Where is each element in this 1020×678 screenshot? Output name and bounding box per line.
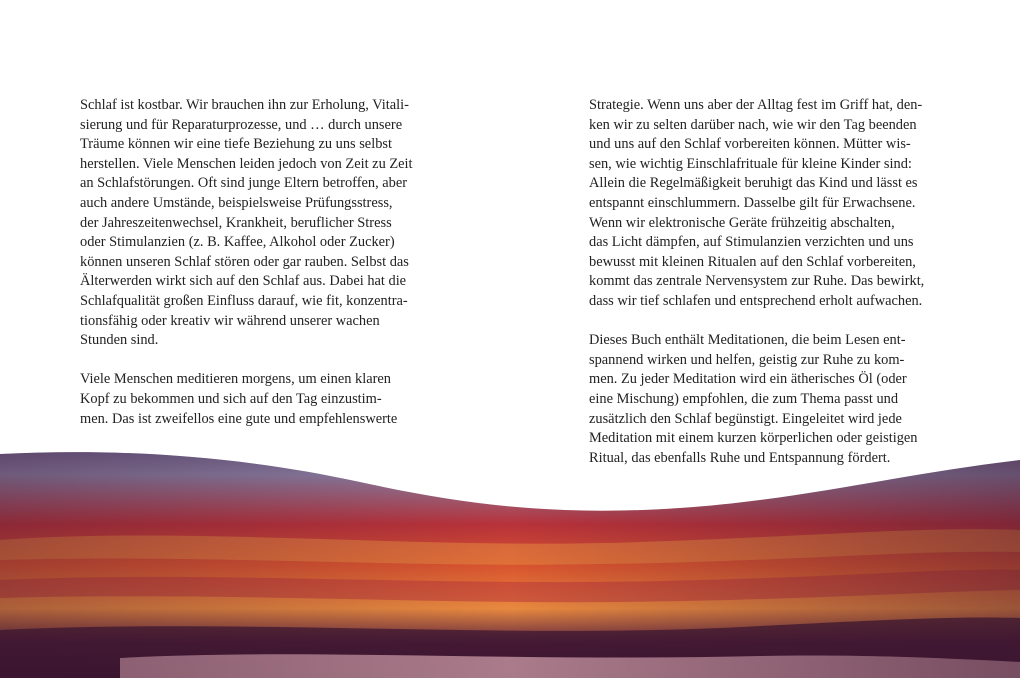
right-page-text-line: das Licht dämpfen, auf Stimulanzien verzichten und uns [589, 234, 914, 251]
left-page-text-line: auch andere Umstände, beispielsweise Prüfungsstress, [80, 194, 393, 211]
left-page-text-line: Träume können wir eine tiefe Beziehung zu uns selbst [80, 136, 392, 153]
right-page-text [589, 96, 949, 468]
left-page-text-line: Schlaf ist kostbar. Wir brauchen ihn zur Erholung, Vitali- [80, 97, 409, 113]
right-page-text-line: sen, wie wichtig Einschlafrituale für kleine Kinder sind: [589, 155, 912, 172]
right-page-text-line: Ritual, das ebenfalls Ruhe und Entspannung fördert. [589, 449, 891, 466]
left-page-text-line: Viele Menschen meditieren morgens, um einen klaren [80, 371, 391, 388]
paragraph-gap [80, 351, 440, 371]
right-page-text-line: kommt das zentrale Nervensystem zur Ruhe. Das bewirkt, [589, 273, 925, 290]
right-page-text-line: bewusst mit kleinen Ritualen auf den Schlaf vorbereiten, [589, 253, 916, 270]
right-page-text-line: eine Mischung) empfohlen, die zum Thema passt und [589, 390, 899, 407]
watercolor-wave-illustration [0, 430, 1020, 678]
right-page-text-line: ken wir zu selten darüber nach, wie wir den Tag beenden [589, 116, 917, 133]
left-page-text-line: tionsfähig oder kreativ wir während unserer wachen [80, 312, 380, 329]
left-page-text-line: Schlafqualität großen Einfluss darauf, wie fit, konzentra- [80, 292, 408, 309]
left-page-text-line: können unseren Schlaf stören oder gar rauben. Selbst das [80, 253, 409, 270]
right-page-text-line: entspannt einschlummern. Dasselbe gilt für Erwachsene. [589, 194, 916, 211]
right-page-text-line: Dieses Buch enthält Meditationen, die beim Lesen ent- [589, 332, 906, 349]
right-page-text-line: zusätzlich den Schlaf begünstigt. Eingeleitet wird jede [589, 410, 902, 427]
left-page-text-line: Älterwerden wirkt sich auf den Schlaf aus. Dabei hat die [80, 273, 407, 290]
right-page-text-line: spannend wirken und helfen, geistig zur Ruhe zu kom- [589, 351, 905, 368]
right-page-text-line: Meditation mit einem kurzen körperlichen oder geistigen [589, 430, 918, 447]
left-page-text-line: Kopf zu bekommen und sich auf den Tag einzustim- [80, 390, 382, 407]
right-page-text-line: und uns auf den Schlaf vorbereiten können. Mütter wis- [589, 136, 911, 153]
left-page-text-line: an Schlafstörungen. Oft sind junge Eltern betroffen, aber [80, 175, 408, 192]
paragraph-gap [589, 312, 949, 332]
right-page-text-line: Allein die Regelmäßigkeit beruhigt das Kind und lässt es [589, 175, 918, 192]
right-page-text-line: Wenn wir elektronische Geräte frühzeitig abschalten, [589, 214, 895, 231]
left-page-text-line: men. Das ist zweifellos eine gute und empfehlenswerte [80, 410, 398, 427]
left-page-text-line: sierung und für Reparaturprozesse, und … durch unsere [80, 116, 403, 133]
right-page-text-line: dass wir tief schlafen und entsprechend erholt aufwachen. [589, 292, 923, 309]
right-page-text-line: men. Zu jeder Meditation wird ein ätherisches Öl (oder [589, 371, 907, 388]
left-page-text-line: herstellen. Viele Menschen leiden jedoch von Zeit zu Zeit [80, 155, 413, 172]
left-page-text [80, 96, 440, 429]
left-page-text-line: oder Stimulanzien (z. B. Kaffee, Alkohol oder Zucker) [80, 234, 395, 251]
left-page-text-line: Stunden sind. [80, 332, 159, 349]
left-page-text-line: der Jahreszeitenwechsel, Krankheit, beruflicher Stress [80, 214, 392, 231]
right-page-text-line: Strategie. Wenn uns aber der Alltag fest im Griff hat, den- [589, 97, 923, 113]
